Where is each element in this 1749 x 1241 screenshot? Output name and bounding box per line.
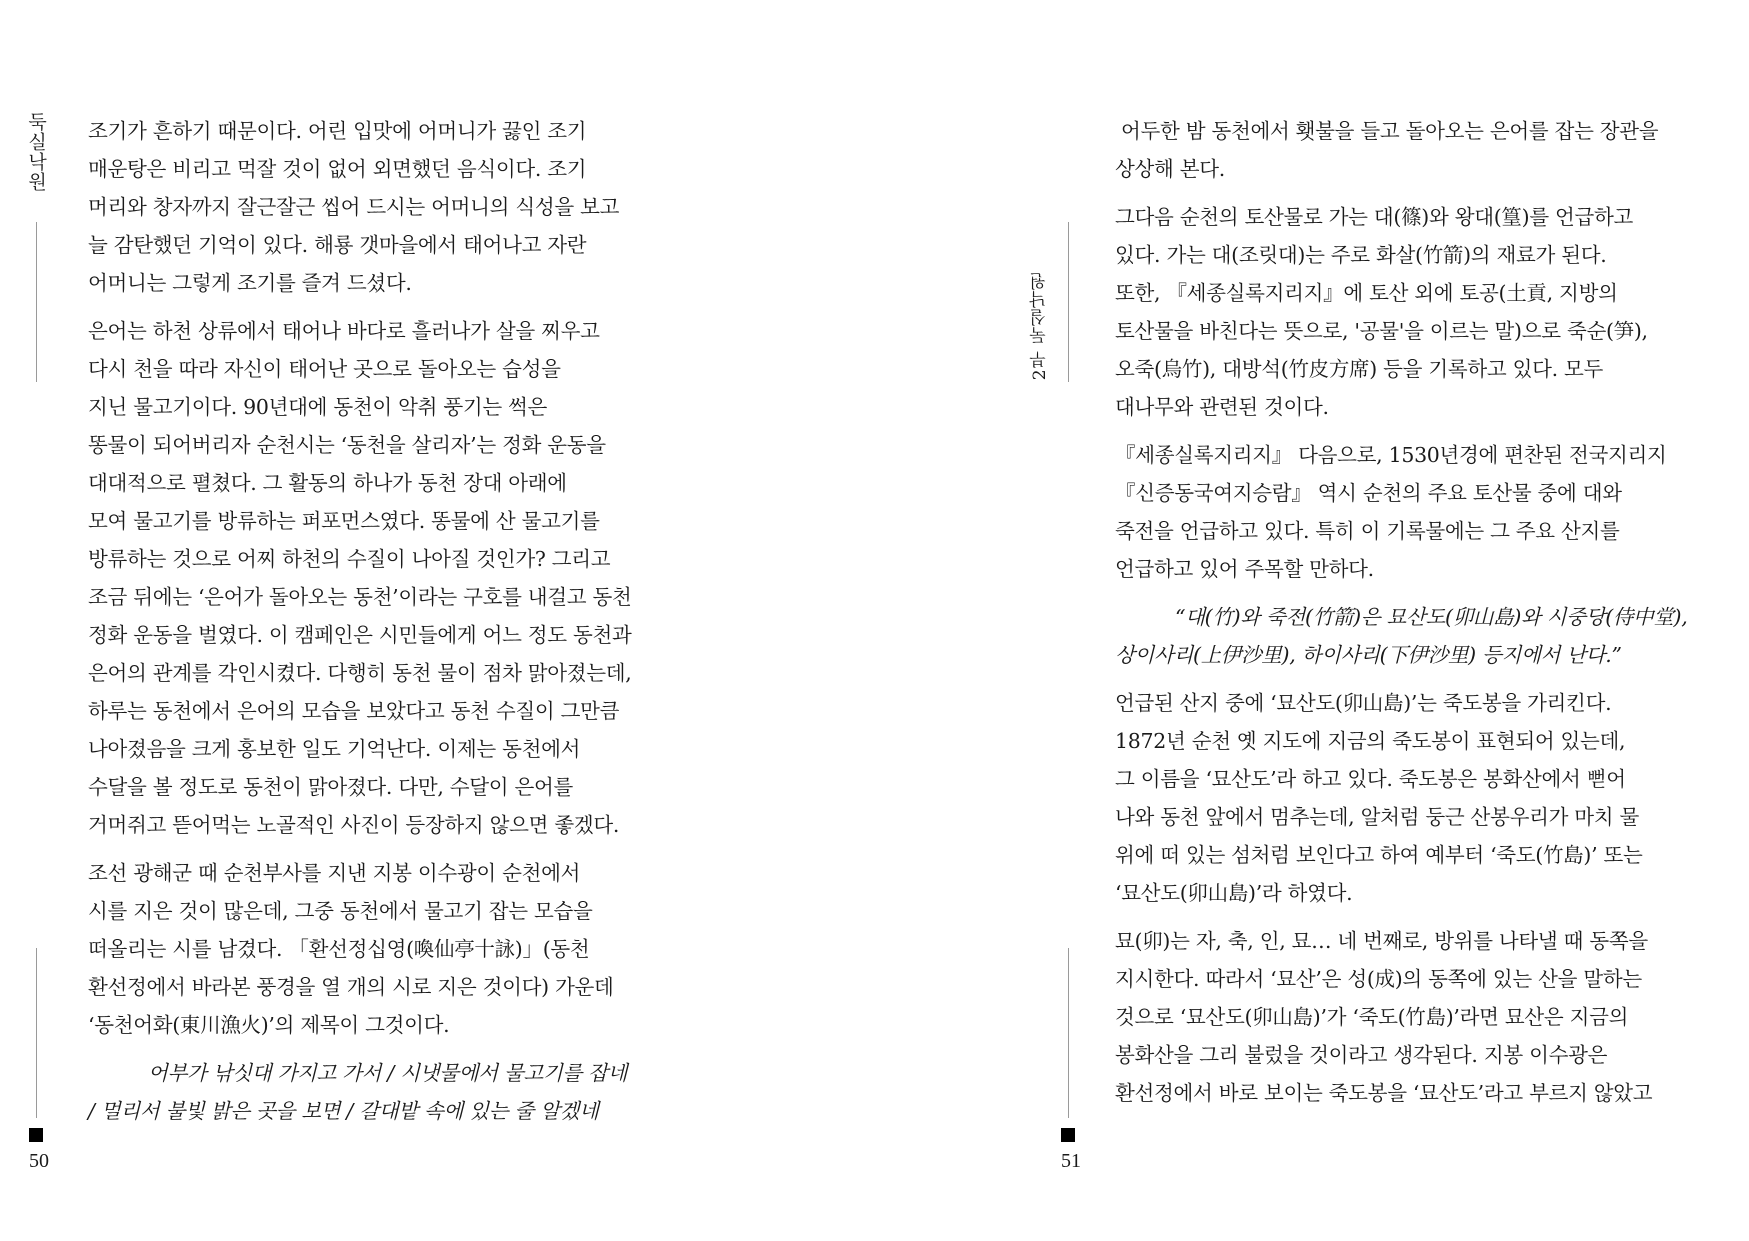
text-line: 환선정에서 바라본 풍경을 열 개의 시로 지은 것이다) 가운데 — [88, 975, 614, 999]
text-line: 시를 지은 것이 많은데, 그중 동천에서 물고기 잡는 모습을 — [88, 899, 593, 923]
text-line: 또한, 『세종실록지리지』에 토산 외에 토공(土貢, 지방의 — [1115, 281, 1618, 305]
text-line: ‘동천어화(東川漁火)’의 제목이 그것이다. — [88, 1013, 450, 1037]
page-marker — [29, 1128, 43, 1142]
text-line: 은어의 관계를 각인시켰다. 다행히 동천 물이 점차 맑아졌는데, — [88, 661, 632, 685]
running-header-left: 둑실낙원 — [25, 112, 47, 192]
text-line: 조기가 흔하기 때문이다. 어린 입맛에 어머니가 끓인 조기 — [88, 119, 587, 143]
text-line: 죽전을 언급하고 있다. 특히 이 기록물에는 그 주요 산지를 — [1115, 519, 1620, 543]
side-rule-bottom — [36, 948, 37, 1118]
paragraph — [88, 854, 648, 1044]
text-line: 지시한다. 따라서 ‘묘산’은 성(成)의 동쪽에 있는 산을 말하는 — [1115, 967, 1642, 991]
text-line: 조선 광해군 때 순천부사를 지낸 지봉 이수광이 순천에서 — [88, 861, 581, 885]
text-line: 어두한 밤 동천에서 횃불을 들고 돌아오는 은어를 잡는 장관을 — [1121, 119, 1659, 143]
paragraph — [88, 312, 648, 844]
text-line: “대(竹)와 죽전(竹箭)은 묘산도(卯山島)와 시중당(侍中堂), — [1175, 605, 1688, 629]
text-line: 그다음 순천의 토산물로 가는 대(篠)와 왕대(篁)를 언급하고 — [1115, 205, 1634, 229]
paragraph — [1115, 922, 1715, 1112]
text-line: 다시 천을 따라 자신이 태어난 곳으로 돌아오는 습성을 — [88, 357, 561, 381]
body-text — [1115, 112, 1715, 1122]
text-line: 모여 물고기를 방류하는 퍼포먼스였다. 똥물에 산 물고기를 — [88, 509, 600, 533]
side-rule-bottom — [1068, 948, 1069, 1118]
text-line: ‘묘산도(卯山島)’라 하였다. — [1115, 881, 1353, 905]
text-line: 떠올리는 시를 남겼다. 「환선정십영(喚仙亭十詠)」(동천 — [88, 937, 590, 961]
text-line: 거머쥐고 뜯어먹는 노골적인 사진이 등장하지 않으면 좋겠다. — [88, 813, 620, 837]
text-line: 지닌 물고기이다. 90년대에 동천이 악취 풍기는 썩은 — [88, 395, 548, 419]
paragraph — [1115, 684, 1715, 912]
text-line: 언급하고 있어 주목할 만하다. — [1115, 557, 1374, 581]
side-rule-top — [1068, 222, 1069, 382]
left-page — [0, 0, 874, 1241]
text-line: / 멀리서 불빛 밝은 곳을 보면 / 갈대밭 속에 있는 줄 알겠네 — [88, 1099, 599, 1123]
text-line: 나와 동천 앞에서 멈추는데, 알처럼 둥근 산봉우리가 마치 물 — [1115, 805, 1640, 829]
text-line: 묘(卯)는 자, 축, 인, 묘… 네 번째로, 방위를 나타낼 때 동쪽을 — [1115, 929, 1648, 953]
page-number: 51 — [1061, 1150, 1081, 1172]
text-line: 수달을 볼 정도로 동천이 맑아졌다. 다만, 수달이 은어를 — [88, 775, 574, 799]
text-line: 오죽(烏竹), 대방석(竹皮方席) 등을 기록하고 있다. 모두 — [1115, 357, 1604, 381]
text-line: 있다. 가는 대(조릿대)는 주로 화살(竹箭)의 재료가 된다. — [1115, 243, 1607, 267]
text-line: 매운탕은 비리고 먹잘 것이 없어 외면했던 음식이다. 조기 — [88, 157, 587, 181]
text-line: 언급된 산지 중에 ‘묘산도(卯山島)’는 죽도봉을 가리킨다. — [1115, 691, 1612, 715]
text-line: 나아졌음을 크게 홍보한 일도 기억난다. 이제는 동천에서 — [88, 737, 581, 761]
page-marker — [1061, 1128, 1075, 1142]
text-line: 똥물이 되어버리자 순천시는 ‘동천을 살리자’는 정화 운동을 — [88, 433, 606, 457]
text-line: 대대적으로 펼쳤다. 그 활동의 하나가 동천 장대 아래에 — [88, 471, 567, 495]
text-line: 늘 감탄했던 기억이 있다. 해룡 갯마을에서 태어나고 자란 — [88, 233, 587, 257]
text-line: 봉화산을 그리 불렀을 것이라고 생각된다. 지봉 이수광은 — [1115, 1043, 1608, 1067]
text-line: 대나무와 관련된 것이다. — [1115, 395, 1329, 419]
paragraph — [88, 112, 648, 302]
text-line: 어부가 낚싯대 가지고 가서 / 시냇물에서 물고기를 잡네 — [148, 1061, 628, 1085]
citation-quote — [1115, 598, 1715, 674]
text-line: 정화 운동을 벌였다. 이 캠페인은 시민들에게 어느 정도 동천과 — [88, 623, 632, 647]
text-line: 어머니는 그렇게 조기를 즐겨 드셨다. — [88, 271, 412, 295]
body-text — [88, 112, 648, 1140]
text-line: 머리와 창자까지 잘근잘근 씹어 드시는 어머니의 식성을 보고 — [88, 195, 620, 219]
text-line: 조금 뒤에는 ‘은어가 돌아오는 동천’이라는 구호를 내걸고 동천 — [88, 585, 632, 609]
page-number: 50 — [29, 1150, 49, 1172]
text-line: 은어는 하천 상류에서 태어나 바다로 흘러나가 살을 찌우고 — [88, 319, 600, 343]
text-line: 1872년 순천 옛 지도에 지금의 죽도봉이 표현되어 있는데, — [1115, 729, 1626, 753]
right-page — [875, 0, 1749, 1241]
running-header-right: 2부 둑실낙원 — [1030, 272, 1050, 381]
text-line: 하루는 동천에서 은어의 모습을 보았다고 동천 수질이 그만큼 — [88, 699, 620, 723]
text-line: 위에 떠 있는 섬처럼 보인다고 하여 예부터 ‘죽도(竹島)’ 또는 — [1115, 843, 1643, 867]
paragraph — [1115, 198, 1715, 426]
poem-quote — [88, 1054, 648, 1130]
text-line: 토산물을 바친다는 뜻으로, '공물'을 이르는 말)으로 죽순(笋), — [1115, 319, 1648, 343]
text-line: 『세종실록지리지』 다음으로, 1530년경에 편찬된 전국지리지 — [1115, 443, 1667, 467]
text-line: 방류하는 것으로 어찌 하천의 수질이 나아질 것인가? 그리고 — [88, 547, 611, 571]
paragraph — [1115, 112, 1715, 188]
side-rule-top — [36, 222, 37, 382]
text-line: 상이사리(上伊沙里), 하이사리(下伊沙里) 등지에서 난다.” — [1115, 643, 1622, 667]
paragraph — [1115, 436, 1715, 588]
text-line: 것으로 ‘묘산도(卯山島)’가 ‘죽도(竹島)’라면 묘산은 지금의 — [1115, 1005, 1629, 1029]
text-line: 그 이름을 ‘묘산도’라 하고 있다. 죽도봉은 봉화산에서 뻗어 — [1115, 767, 1626, 791]
text-line: 환선정에서 바로 보이는 죽도봉을 ‘묘산도’라고 부르지 않았고 — [1115, 1081, 1653, 1105]
text-line: 상상해 본다. — [1115, 157, 1225, 181]
text-line: 『신증동국여지승람』 역시 순천의 주요 토산물 중에 대와 — [1115, 481, 1622, 505]
